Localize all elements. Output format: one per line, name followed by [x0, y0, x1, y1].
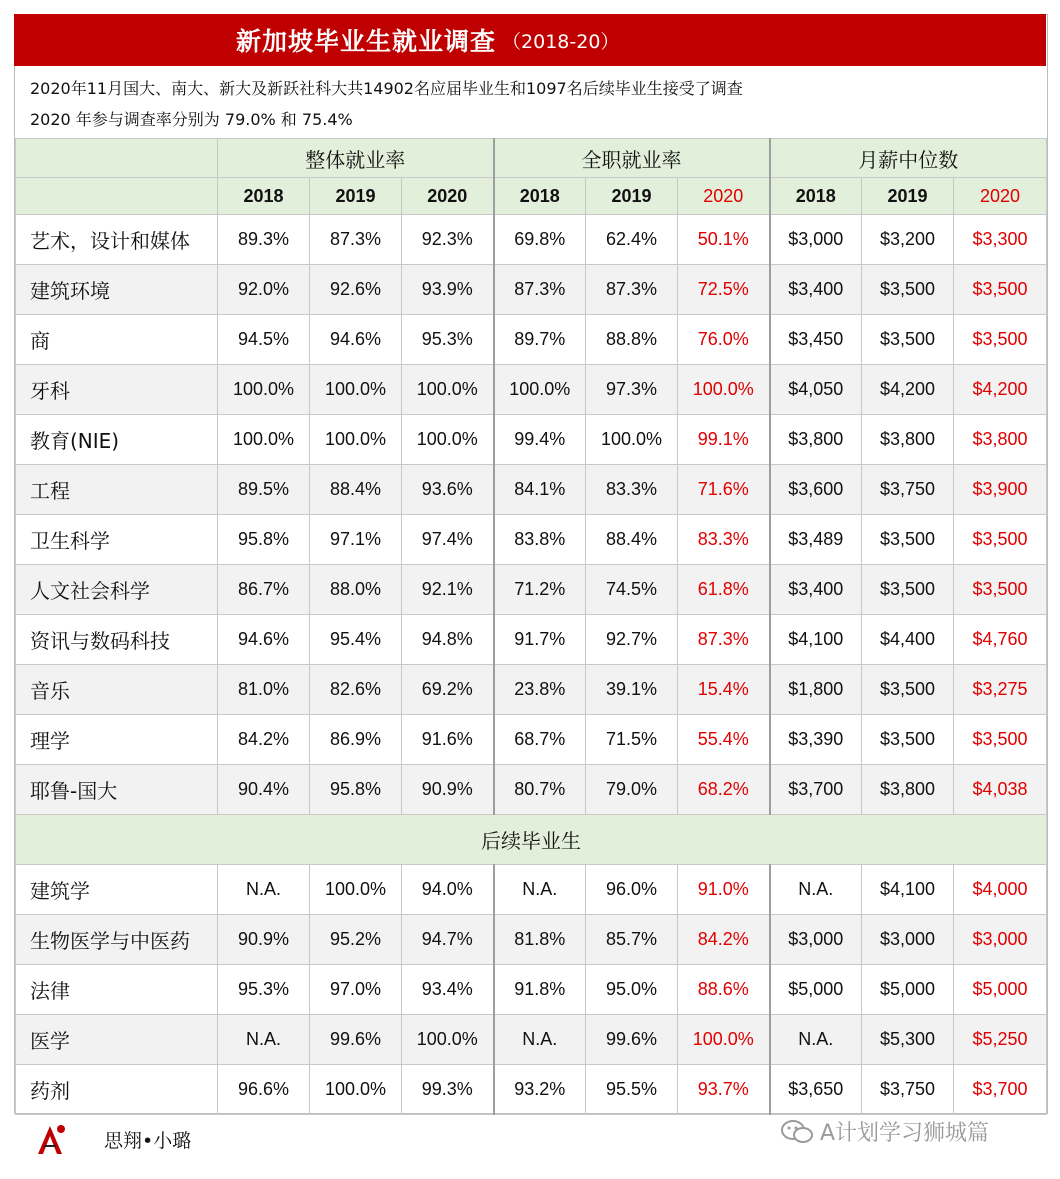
table-cell: 86.7% [218, 565, 310, 615]
table-cell: $3,500 [954, 715, 1047, 765]
table-cell: 89.5% [218, 465, 310, 515]
table-cell: 81.8% [494, 915, 586, 965]
table-cell: 23.8% [494, 665, 586, 715]
table-cell: 95.3% [218, 965, 310, 1015]
survey-table [15, 138, 1047, 1115]
table-cell: 84.2% [678, 915, 770, 965]
table-cell: 95.8% [218, 515, 310, 565]
table-cell: N.A. [770, 1015, 862, 1065]
table-cell: $4,100 [770, 615, 862, 665]
table-cell: 84.2% [218, 715, 310, 765]
table-cell: 88.8% [586, 315, 678, 365]
table-cell: 100.0% [310, 415, 402, 465]
table-cell: 91.0% [678, 865, 770, 915]
table-cell: $3,450 [770, 315, 862, 365]
table-cell: 69.2% [402, 665, 494, 715]
section-row [16, 815, 1047, 865]
table-row [16, 515, 1047, 565]
table-cell: N.A. [770, 865, 862, 915]
table-cell: 83.3% [586, 465, 678, 515]
table-cell: 81.0% [218, 665, 310, 715]
table-cell: $4,760 [954, 615, 1047, 665]
table-cell: 100.0% [494, 365, 586, 415]
table-cell: 72.5% [678, 265, 770, 315]
table-cell: $3,800 [954, 415, 1047, 465]
table-cell: 86.9% [310, 715, 402, 765]
table-cell: 80.7% [494, 765, 586, 815]
table-cell: 99.1% [678, 415, 770, 465]
table-cell: 99.4% [494, 415, 586, 465]
table-cell: $3,800 [862, 415, 954, 465]
table-cell: 93.6% [402, 465, 494, 515]
table-cell: 100.0% [402, 415, 494, 465]
table-row [16, 315, 1047, 365]
year-header: 2018 [494, 178, 586, 215]
table-row [16, 365, 1047, 415]
table-cell: $3,300 [954, 215, 1047, 265]
table-cell: 95.8% [310, 765, 402, 815]
table-row [16, 665, 1047, 715]
table-cell: 90.9% [402, 765, 494, 815]
section-label: 后续毕业生 [16, 815, 1047, 865]
table-cell: 50.1% [678, 215, 770, 265]
table-cell: 100.0% [402, 1015, 494, 1065]
table-cell: 94.5% [218, 315, 310, 365]
table-cell: $3,750 [862, 465, 954, 515]
table-cell: $3,500 [862, 265, 954, 315]
table-cell: $5,000 [770, 965, 862, 1015]
row-label: 法律 [16, 965, 218, 1015]
table-cell: 69.8% [494, 215, 586, 265]
table-cell: $4,038 [954, 765, 1047, 815]
table-cell: $3,500 [954, 265, 1047, 315]
table-cell: $3,600 [770, 465, 862, 515]
table-cell: 62.4% [586, 215, 678, 265]
table-row [16, 415, 1047, 465]
group-header: 整体就业率 [218, 139, 494, 178]
year-header: 2020 [402, 178, 494, 215]
table-cell: 15.4% [678, 665, 770, 715]
table-cell: 94.0% [402, 865, 494, 915]
table-cell: 94.6% [310, 315, 402, 365]
table-cell: $3,750 [862, 1065, 954, 1115]
table-cell: 92.3% [402, 215, 494, 265]
table-cell: $3,000 [954, 915, 1047, 965]
table-cell: 99.6% [310, 1015, 402, 1065]
table-cell: 87.3% [678, 615, 770, 665]
table-cell: N.A. [218, 1015, 310, 1065]
table-cell: $3,500 [862, 515, 954, 565]
table-cell: 88.4% [586, 515, 678, 565]
table-cell: N.A. [494, 865, 586, 915]
row-label: 艺术，设计和媒体 [16, 215, 218, 265]
title-bar [14, 14, 1046, 66]
row-label: 音乐 [16, 665, 218, 715]
table-cell: 87.3% [494, 265, 586, 315]
table-cell: 88.6% [678, 965, 770, 1015]
table-row [16, 765, 1047, 815]
table-cell: 100.0% [678, 1015, 770, 1065]
table-cell: $3,275 [954, 665, 1047, 715]
table-row [16, 265, 1047, 315]
group-header: 全职就业率 [494, 139, 770, 178]
table-cell: 100.0% [310, 865, 402, 915]
table-cell: 94.7% [402, 915, 494, 965]
table-cell: 68.2% [678, 765, 770, 815]
table-row [16, 565, 1047, 615]
table-cell: 91.8% [494, 965, 586, 1015]
table-cell: 93.7% [678, 1065, 770, 1115]
table-row [16, 215, 1047, 265]
table-cell: $3,800 [770, 415, 862, 465]
group-header: 月薪中位数 [770, 139, 1047, 178]
table-cell: $4,100 [862, 865, 954, 915]
year-header: 2019 [310, 178, 402, 215]
table-cell: 74.5% [586, 565, 678, 615]
row-label: 教育(NIE) [16, 415, 218, 465]
table-row [16, 915, 1047, 965]
table-row [16, 1015, 1047, 1065]
year-header: 2019 [586, 178, 678, 215]
table-cell: $5,300 [862, 1015, 954, 1065]
table-cell: 92.6% [310, 265, 402, 315]
table-cell: 90.9% [218, 915, 310, 965]
row-label: 卫生科学 [16, 515, 218, 565]
table-cell: 71.5% [586, 715, 678, 765]
table-cell: $3,500 [954, 565, 1047, 615]
table-cell: 92.1% [402, 565, 494, 615]
year-header-row [16, 178, 1047, 215]
intro-line-2: 2020 年参与调查率分别为 79.0% 和 75.4% [30, 110, 353, 129]
table-cell: $3,000 [770, 915, 862, 965]
table-cell: 92.0% [218, 265, 310, 315]
row-label: 建筑环境 [16, 265, 218, 315]
table-cell: $4,200 [954, 365, 1047, 415]
table-cell: 93.4% [402, 965, 494, 1015]
table-cell: $3,200 [862, 215, 954, 265]
table-cell: $3,700 [954, 1065, 1047, 1115]
page-title: 新加坡毕业生就业调查 [236, 27, 497, 56]
year-header: 2020 [678, 178, 770, 215]
table-cell: $4,400 [862, 615, 954, 665]
page-subtitle: （2018-20） [502, 30, 620, 53]
table-cell: $4,000 [954, 865, 1047, 915]
table-cell: 68.7% [494, 715, 586, 765]
wechat-icon [780, 1118, 814, 1146]
table-cell: $3,700 [770, 765, 862, 815]
table-cell: 100.0% [586, 415, 678, 465]
table-cell: 97.3% [586, 365, 678, 415]
footer-author: 思翔•小璐 [104, 1130, 192, 1152]
table-cell: 79.0% [586, 765, 678, 815]
table-cell: $4,200 [862, 365, 954, 415]
table-row [16, 615, 1047, 665]
table-cell: 92.7% [586, 615, 678, 665]
row-label: 工程 [16, 465, 218, 515]
table-cell: $3,500 [862, 315, 954, 365]
table-cell: $3,650 [770, 1065, 862, 1115]
table-cell: $3,489 [770, 515, 862, 565]
table-cell: 71.6% [678, 465, 770, 515]
table-cell: 87.3% [310, 215, 402, 265]
corner-cell [16, 139, 218, 178]
table-cell: 100.0% [218, 415, 310, 465]
table-cell: $3,390 [770, 715, 862, 765]
table-cell: 100.0% [310, 1065, 402, 1115]
table-cell: 97.0% [310, 965, 402, 1015]
table-cell: 76.0% [678, 315, 770, 365]
logo-icon [30, 1120, 70, 1160]
table-cell: 39.1% [586, 665, 678, 715]
row-label: 资讯与数码科技 [16, 615, 218, 665]
row-label: 理学 [16, 715, 218, 765]
table-cell: 61.8% [678, 565, 770, 615]
year-header: 2020 [954, 178, 1047, 215]
table-cell: $1,800 [770, 665, 862, 715]
table-cell: N.A. [218, 865, 310, 915]
table-cell: 82.6% [310, 665, 402, 715]
table-cell: 100.0% [310, 365, 402, 415]
table-cell: N.A. [494, 1015, 586, 1065]
table-cell: 89.3% [218, 215, 310, 265]
table-cell: $4,050 [770, 365, 862, 415]
footer-brand [780, 1116, 989, 1147]
table-cell: $5,000 [862, 965, 954, 1015]
table-cell: $3,400 [770, 565, 862, 615]
table-cell: 88.4% [310, 465, 402, 515]
table-cell: 90.4% [218, 765, 310, 815]
table-cell: 95.2% [310, 915, 402, 965]
table-cell: 91.7% [494, 615, 586, 665]
table-row [16, 1065, 1047, 1115]
table-cell: 91.6% [402, 715, 494, 765]
table-cell: 87.3% [586, 265, 678, 315]
table-cell: $3,000 [770, 215, 862, 265]
table-cell: 94.8% [402, 615, 494, 665]
table-cell: 97.4% [402, 515, 494, 565]
table-cell: 83.3% [678, 515, 770, 565]
table-cell: 100.0% [218, 365, 310, 415]
table-cell: 95.5% [586, 1065, 678, 1115]
table-row [16, 465, 1047, 515]
table-row [16, 965, 1047, 1015]
footer-brand-text: A计划学习狮城篇 [820, 1121, 990, 1146]
group-header-row [16, 139, 1047, 178]
table-cell: $3,900 [954, 465, 1047, 515]
table-cell: 96.6% [218, 1065, 310, 1115]
table-cell: 55.4% [678, 715, 770, 765]
table-cell: 83.8% [494, 515, 586, 565]
table-cell: 100.0% [402, 365, 494, 415]
row-label: 牙科 [16, 365, 218, 415]
table-cell: $3,500 [862, 665, 954, 715]
table-row [16, 865, 1047, 915]
row-label: 生物医学与中医药 [16, 915, 218, 965]
table-cell: $3,000 [862, 915, 954, 965]
table-cell: $3,500 [954, 515, 1047, 565]
table-cell: 95.3% [402, 315, 494, 365]
intro-line-1: 2020年11月国大、南大、新大及新跃社科大共14902名应届毕业生和1097名后续毕业生接受了调查 [30, 79, 743, 98]
corner-cell [16, 178, 218, 215]
row-label: 药剂 [16, 1065, 218, 1115]
table-cell: 97.1% [310, 515, 402, 565]
row-label: 耶鲁-国大 [16, 765, 218, 815]
year-header: 2019 [862, 178, 954, 215]
table-cell: 93.2% [494, 1065, 586, 1115]
table-cell: 99.3% [402, 1065, 494, 1115]
table-cell: $3,400 [770, 265, 862, 315]
table-cell: $3,500 [954, 315, 1047, 365]
year-header: 2018 [218, 178, 310, 215]
table-cell: $3,500 [862, 565, 954, 615]
row-label: 商 [16, 315, 218, 365]
table-cell: 85.7% [586, 915, 678, 965]
table-cell: 88.0% [310, 565, 402, 615]
table-row [16, 715, 1047, 765]
table-cell: 99.6% [586, 1015, 678, 1065]
table-cell: 84.1% [494, 465, 586, 515]
table-cell: 95.0% [586, 965, 678, 1015]
table-cell: $3,800 [862, 765, 954, 815]
table-cell: $5,000 [954, 965, 1047, 1015]
table-cell: 89.7% [494, 315, 586, 365]
table-cell: $3,500 [862, 715, 954, 765]
row-label: 人文社会科学 [16, 565, 218, 615]
table-cell: 94.6% [218, 615, 310, 665]
table-cell: $5,250 [954, 1015, 1047, 1065]
row-label: 建筑学 [16, 865, 218, 915]
row-label: 医学 [16, 1015, 218, 1065]
table-cell: 93.9% [402, 265, 494, 315]
year-header: 2018 [770, 178, 862, 215]
table-cell: 71.2% [494, 565, 586, 615]
table-cell: 95.4% [310, 615, 402, 665]
table-cell: 100.0% [678, 365, 770, 415]
table-cell: 96.0% [586, 865, 678, 915]
